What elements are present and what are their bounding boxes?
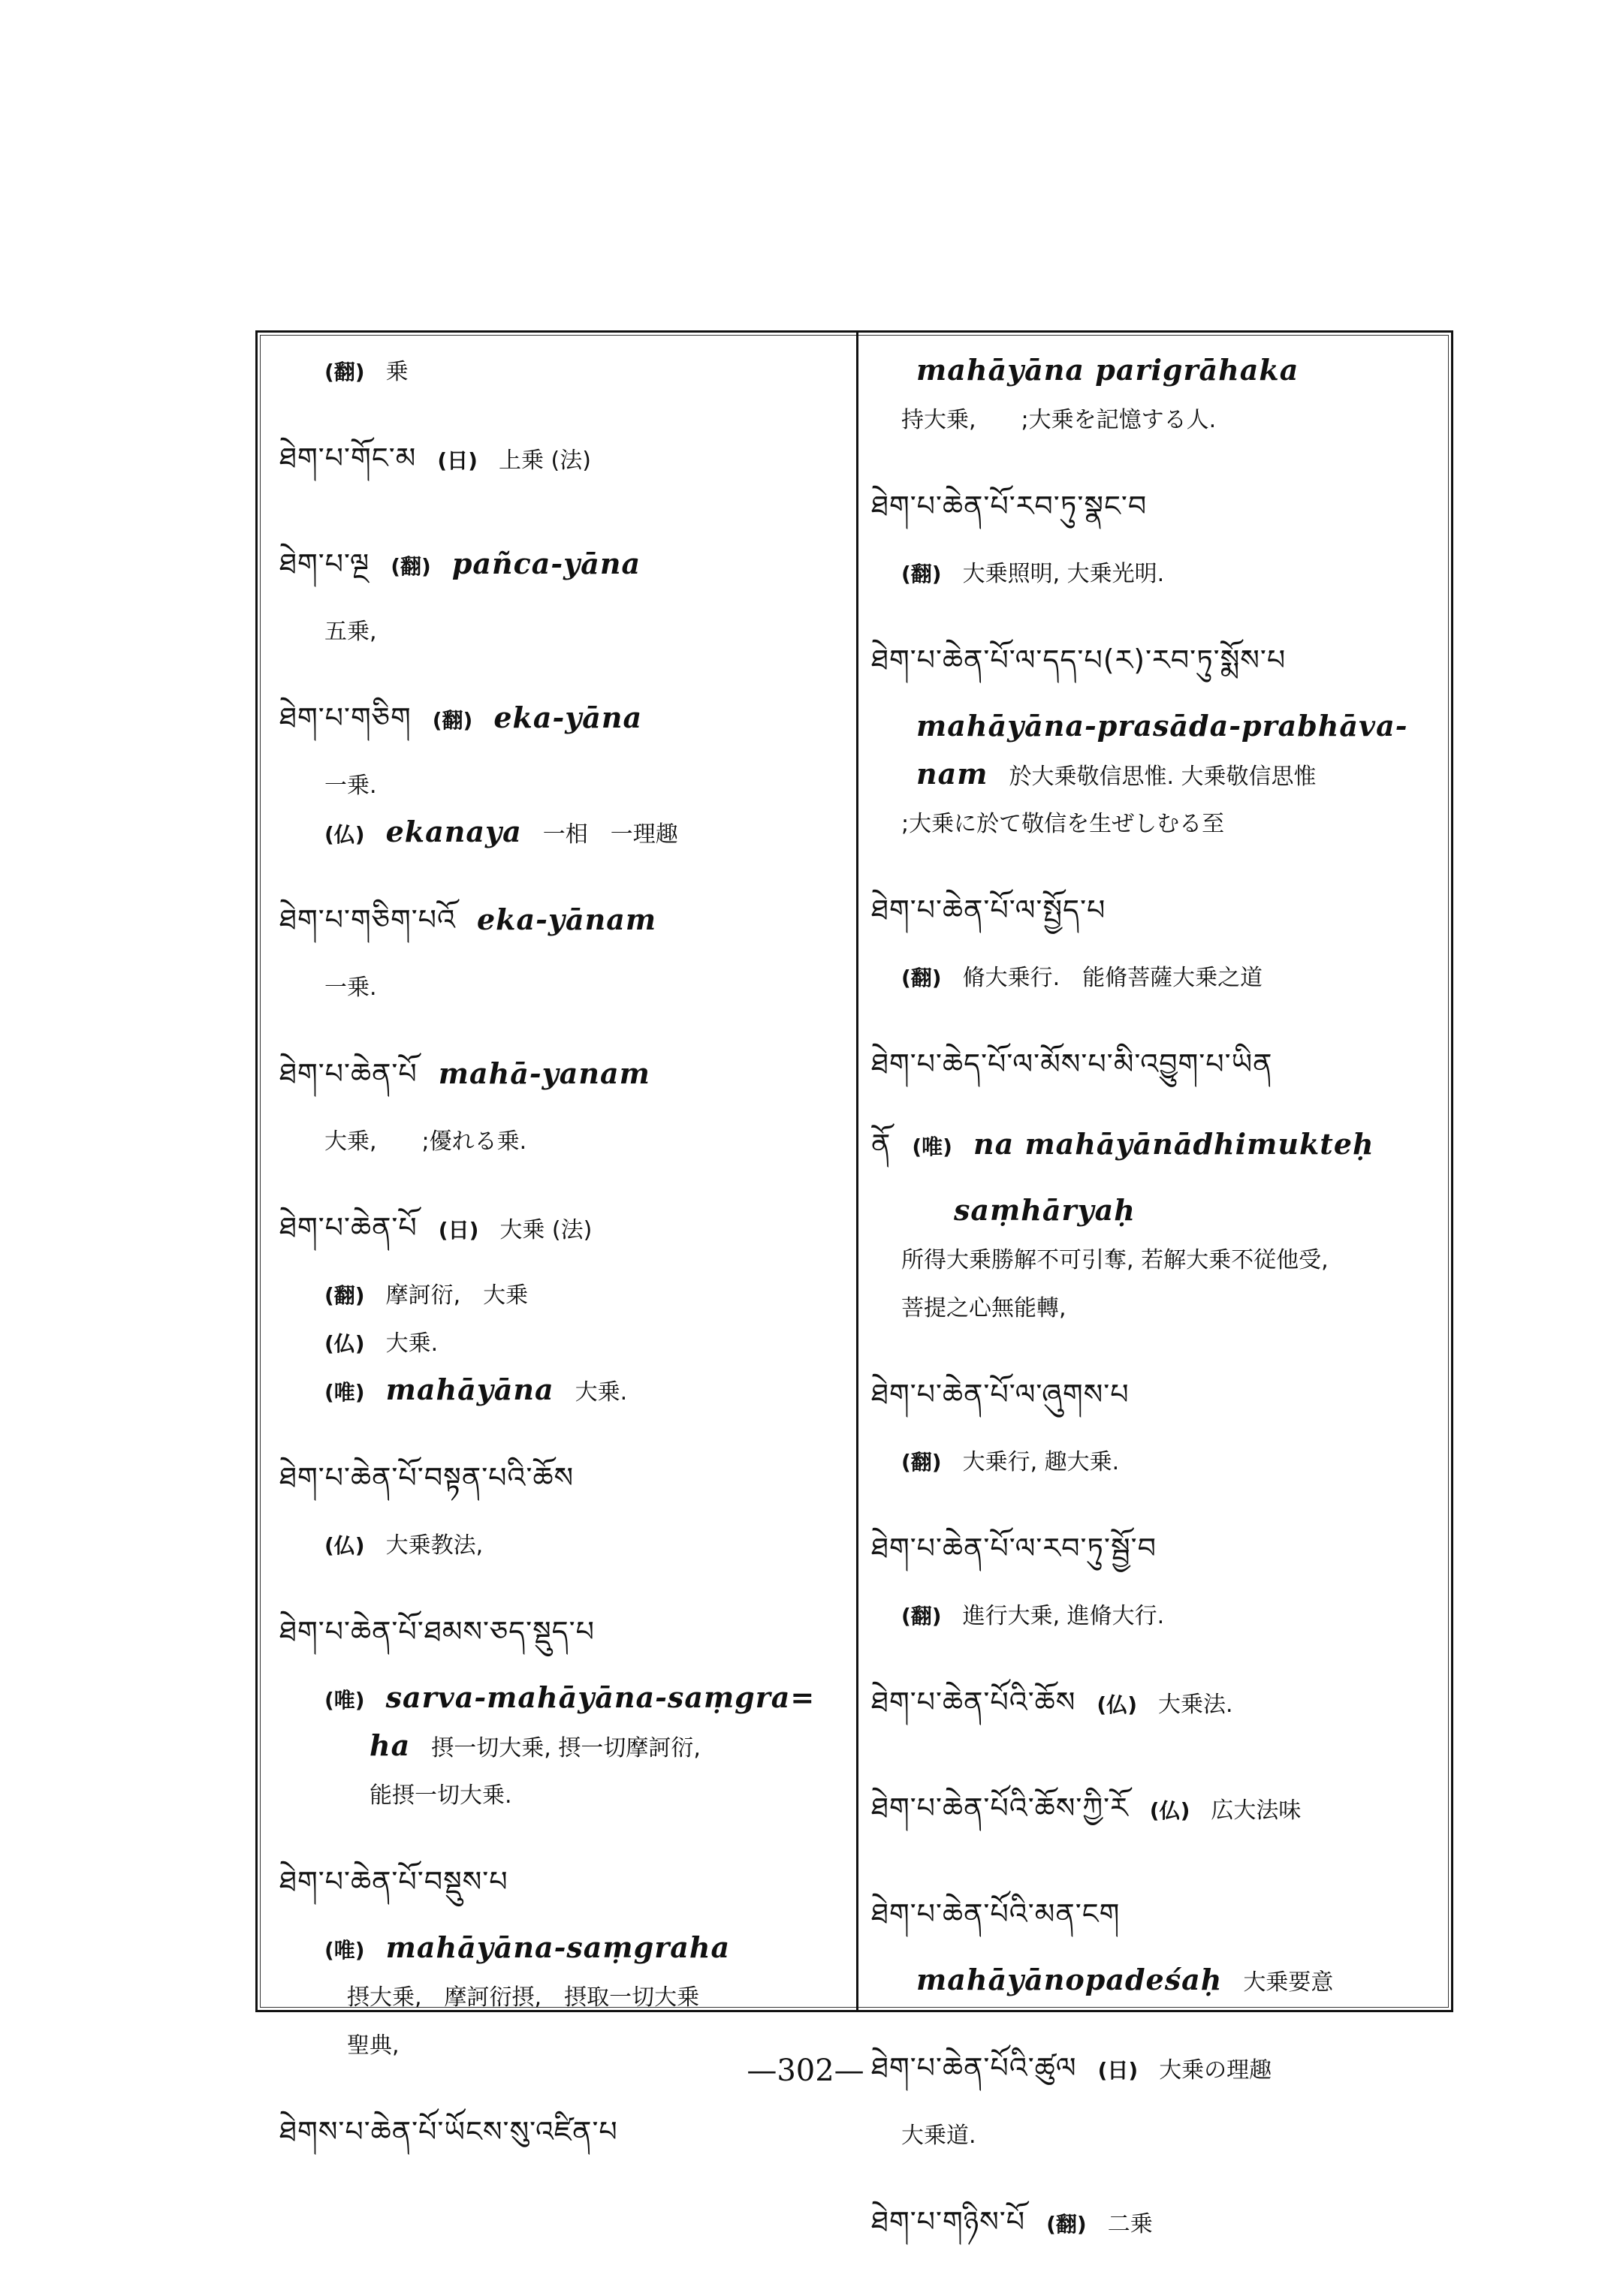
definition: 大乗要意 (1243, 1969, 1334, 1996)
tibetan-headword: ཐེག་པ་ཆེན་པོ (279, 1057, 418, 1090)
tibetan-headword: ཐེག་པ་ཆེན་པོའི་ཚུལ (871, 2051, 1077, 2084)
definition: 摩訶衍, 大乗 (385, 1282, 529, 1309)
definition: 脩大乗行. 能脩菩薩大乗之道 (962, 965, 1263, 991)
tibetan-headword: ཐེག་པ་ཆེན་པོ་ལ་སྤྱོད་པ (871, 893, 1106, 927)
source-tag: (翻) (901, 1604, 942, 1629)
dictionary-entry (279, 426, 843, 507)
source-tag: (仏) (1149, 1798, 1190, 1823)
sanskrit-term: mahā-yanam (438, 1056, 650, 1090)
tibetan-headword: ཐེག་པ་ཆེན་པོའི་ཆོས (871, 1686, 1076, 1719)
dictionary-entry (279, 532, 843, 661)
sanskrit-term: mahāyāna (385, 1372, 554, 1406)
page-number: —302— (747, 2053, 864, 2088)
definition: 進行大乗, 進脩大行. (962, 1603, 1165, 1629)
dictionary-entry (279, 1850, 843, 2075)
dictionary-entry (279, 353, 843, 401)
dictionary-entry (871, 1517, 1442, 1645)
source-tag: (翻) (432, 708, 473, 733)
tibetan-headword: ཐེག་པ་ཆེན་པོ་ལ་དད་པ(ར)་རབ་ཏུ་སྨོས་པ (871, 643, 1287, 676)
definition: 大乗法. (1158, 1692, 1233, 1718)
tibetan-headword: ནོ (871, 1128, 891, 1161)
tibetan-headword: ཐེག་པ་ཆེན་པོ་ལ་ཞུགས་པ (871, 1378, 1130, 1411)
source-tag: (日) (1097, 2058, 1139, 2083)
sanskrit-term: mahāyāna parigrāhaka (916, 353, 1299, 387)
source-tag: (日) (437, 448, 478, 473)
tibetan-headword: ཐེགས་པ་ཆེན་པོ་ཡོངས་སུ་འཛིན་པ (279, 2115, 618, 2148)
sanskrit-term: mahāyānopadeśaḥ (916, 1963, 1223, 1996)
tibetan-headword: ཐེག་པ་ལྔ (279, 547, 370, 580)
dictionary-entry (279, 2100, 843, 2180)
definition: 摂一切大乗, 摂一切摩訶衍, (431, 1735, 701, 1761)
dictionary-entry (871, 1032, 1442, 1337)
sanskrit-term: ekanaya (385, 815, 522, 848)
dictionary-entry (279, 888, 843, 1017)
tibetan-headword: ཐེག་པ་ཆེན་པོ (279, 1211, 418, 1244)
sanskrit-term: ha (370, 1728, 411, 1762)
dictionary-entry (279, 1446, 843, 1574)
source-tag: (翻) (391, 554, 431, 579)
source-tag: (唯) (324, 1938, 365, 1963)
dictionary-entry (871, 1671, 1442, 1751)
dictionary-entry (279, 1600, 843, 1824)
tibetan-headword: ཐེག་པ་ཆེན་པོ་ཐམས་ཅད་སྡུད་པ (279, 1615, 596, 1648)
dictionary-entry (871, 475, 1442, 603)
dictionary-entry (871, 628, 1442, 853)
definition: 広大法味 (1211, 1797, 1302, 1824)
definition: 上乗 (法) (498, 447, 591, 474)
sanskrit-term: na mahāyānādhimukteḥ (973, 1127, 1374, 1161)
definition: 一相 一理趣 (542, 821, 678, 848)
source-tag: (翻) (1046, 2212, 1087, 2237)
tibetan-headword: ཐེག་པ་ཆེན་པོ་བསྟན་པའི་ཆོས (279, 1461, 575, 1494)
definition: 大乗, ;優れる乗. (324, 1128, 527, 1155)
definition: ;大乗に於て敬信を生ぜしむる至 (901, 811, 1225, 837)
tibetan-headword: ཐེག་པ་ཆེན་པོའི་ཆོས་ཀྱི་རོ (871, 1791, 1129, 1824)
tibetan-headword: ཐེག་པ་གོང་མ (279, 441, 417, 475)
source-tag: (唯) (912, 1134, 952, 1159)
definition: 大乗道. (901, 2123, 976, 2149)
source-tag: (唯) (324, 1688, 365, 1713)
definition: 大乗行, 趣大乗. (962, 1449, 1120, 1475)
source-tag: (仏) (324, 822, 365, 847)
definition: 聖典, (347, 2032, 400, 2059)
definition: 持大乗, ;大乗を記憶する人. (901, 407, 1217, 433)
definition: 於大乗敬信思惟. 大乗敬信思惟 (1009, 764, 1317, 790)
definition: 大乗の理趣 (1159, 2057, 1272, 2084)
source-tag: (日) (438, 1218, 479, 1243)
tibetan-headword: ཐེག་པ་ཆེད་པོ་ལ་མོས་པ་མི་འབྱུག་པ་ཡིན (871, 1047, 1273, 1080)
right-column (871, 353, 1442, 2296)
definition: 能摂一切大乗. (370, 1782, 512, 1809)
sanskrit-term: saṃhāryaḥ (954, 1193, 1136, 1227)
sanskrit-term: pañca-yāna (451, 547, 641, 580)
definition: 大乗. (575, 1379, 628, 1406)
source-tag: (翻) (901, 1450, 942, 1475)
dictionary-entry (871, 1776, 1442, 1857)
definition: 菩提之心無能轉, (901, 1295, 1066, 1321)
tibetan-headword: ཐེག་པ་ཆེན་པོ་རབ་ཏུ་སྣང་བ (871, 490, 1148, 523)
dictionary-entry (871, 878, 1442, 1007)
definition: 五乗, (324, 619, 377, 645)
definition: 摂大乗, 摩訶衍摂, 摂取一切大乗 (347, 1984, 700, 2011)
source-tag: (翻) (324, 360, 365, 384)
dictionary-entry (279, 1196, 843, 1421)
definition: 一乗. (324, 975, 377, 1001)
sanskrit-term: mahāyāna-prasāda-prabhāva- (916, 709, 1408, 743)
source-tag: (仏) (324, 1533, 365, 1558)
definition: 一乗. (324, 773, 377, 799)
source-tag: (仏) (1097, 1692, 1137, 1717)
source-tag: (仏) (324, 1331, 365, 1356)
dictionary-entry (871, 1882, 1442, 2011)
tibetan-headword: ཐེག་པ་ཆེན་པོའི་མན་ངག (871, 1897, 1121, 1930)
source-tag: (翻) (901, 562, 942, 586)
tibetan-headword: ཐེག་པ་ཆེན་པོ་ལ་རབ་ཏུ་སྦྱོ་བ (871, 1532, 1157, 1565)
definition: 大乗. (385, 1330, 439, 1357)
sanskrit-term: eka-yānam (476, 902, 657, 936)
sanskrit-term: nam (916, 757, 988, 791)
sanskrit-term: eka-yāna (493, 701, 643, 734)
source-tag: (翻) (901, 966, 942, 990)
left-column (279, 353, 843, 2206)
dictionary-entry (871, 353, 1442, 449)
sanskrit-term: sarva-mahāyāna-saṃgra= (385, 1680, 816, 1714)
sanskrit-term: mahāyāna-saṃgraha (385, 1930, 731, 1964)
dictionary-entry (279, 1042, 843, 1171)
dictionary-entry (871, 2190, 1442, 2270)
source-tag: (唯) (324, 1380, 365, 1405)
tibetan-headword: ཐེག་པ་གཉིས་པོ (871, 2205, 1026, 2238)
tibetan-headword: ཐེག་པ་གཅིག་པའོ (279, 903, 456, 936)
definition: 所得大乗勝解不可引奪, 若解大乗不従他受, (901, 1247, 1329, 1273)
source-tag: (翻) (324, 1283, 365, 1308)
definition: 大乗照明, 大乗光明. (962, 561, 1165, 587)
definition: 乗 (385, 359, 409, 385)
dictionary-entry (279, 686, 843, 863)
tibetan-headword: ཐེག་པ་གཅིག (279, 701, 412, 734)
dictionary-entry (871, 1363, 1442, 1491)
column-divider (856, 333, 858, 2010)
tibetan-headword: ཐེག་པ་ཆེན་པོ་བསྡུས་པ (279, 1865, 508, 1898)
definition: 大乗 (法) (499, 1217, 593, 1243)
definition: 大乗教法, (385, 1532, 484, 1559)
definition: 二乗 (1107, 2211, 1153, 2237)
